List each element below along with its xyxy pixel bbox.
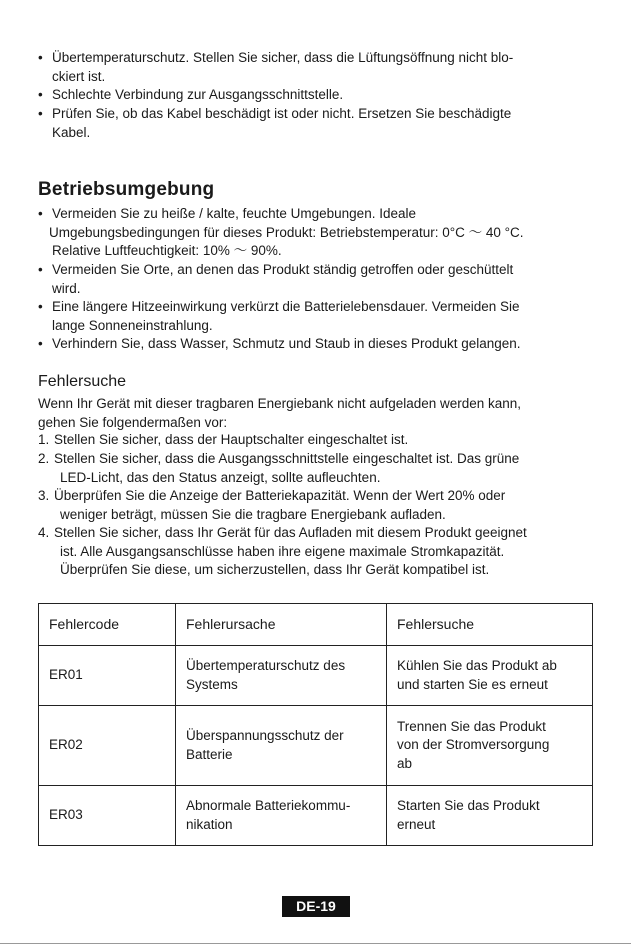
bullet-line: Kabel. — [52, 124, 91, 140]
bullet-line: Prüfen Sie, ob das Kabel beschädigt ist oder nicht. Ersetzen Sie beschädigte — [52, 106, 512, 121]
step-line: Stellen Sie sicher, dass die Ausgangsschnittstelle eingeschaltet ist. Das grüne — [54, 451, 520, 466]
step-line: Überprüfen Sie die Anzeige der Batteriekapazität. Wenn der Wert 20% oder — [54, 488, 506, 503]
bullet-line: Vermeiden Sie zu heiße / kalte, feuchte Umgebungen. Ideale — [52, 206, 416, 221]
step-line: ist. Alle Ausgangsanschlüsse haben ihre eigene maximale Stromkapazität. — [60, 543, 505, 559]
bullet-dot: • — [38, 262, 43, 277]
error-code-cell: ER01 — [39, 646, 176, 706]
bullet-line: Umgebungsbedingungen für dieses Produkt: Betriebstemperatur: 0°C ～ 40 °C. — [49, 224, 524, 240]
intro-bullet — [38, 105, 598, 142]
cell-line: Kühlen Sie das Produkt ab — [397, 658, 557, 673]
cell-line: ab — [397, 755, 413, 771]
bullet-line: Vermeiden Sie Orte, an denen das Produkt ständig getroffen oder geschüttelt — [52, 262, 514, 277]
cell-line: erneut — [397, 816, 436, 832]
betrieb-bullet — [38, 205, 618, 261]
bullet-line: Schlechte Verbindung zur Ausgangsschnittstelle. — [52, 87, 344, 102]
error-code-table — [38, 603, 593, 846]
cell-line: nikation — [186, 816, 233, 832]
intro-line: gehen Sie folgendermaßen vor: — [38, 414, 228, 430]
cell-line: Abnormale Batteriekommu- — [186, 798, 351, 813]
step-number: 1. — [38, 432, 50, 447]
bullet-dot: • — [38, 87, 43, 102]
error-cause-cell — [176, 646, 387, 706]
bullet-line: Übertemperaturschutz. Stellen Sie sicher, dass die Lüftungsöffnung nicht blo- — [52, 50, 514, 65]
error-fix-cell — [387, 786, 593, 846]
fehler-intro — [38, 395, 598, 432]
column-header-code: Fehlercode — [39, 604, 176, 646]
bullet-dot: • — [38, 50, 43, 65]
cell-line: Überspannungsschutz der — [186, 728, 344, 743]
fehler-step — [38, 487, 598, 524]
step-line: weniger beträgt, müssen Sie die tragbare Energiebank aufladen. — [60, 506, 446, 522]
error-cause-cell — [176, 706, 387, 786]
step-line: Überprüfen Sie diese, um sicherzustellen, dass Ihr Gerät kompatibel ist. — [60, 562, 490, 577]
step-line: Stellen Sie sicher, dass der Hauptschalter eingeschaltet ist. — [54, 432, 409, 447]
bullet-dot: • — [38, 336, 43, 351]
error-cause-cell — [176, 786, 387, 846]
error-fix-cell — [387, 706, 593, 786]
error-fix-cell — [387, 646, 593, 706]
step-number: 2. — [38, 451, 50, 466]
bullet-dot: • — [38, 206, 43, 221]
betrieb-bullet — [38, 261, 598, 298]
bullet-line: Verhindern Sie, dass Wasser, Schmutz und Staub in dieses Produkt gelangen. — [52, 336, 521, 351]
cell-line: Starten Sie das Produkt — [397, 798, 540, 813]
cell-line: Trennen Sie das Produkt — [397, 718, 546, 734]
cell-line: Systems — [186, 676, 238, 692]
cell-line: von der Stromversorgung — [397, 737, 550, 753]
bullet-line: Relative Luftfeuchtigkeit: 10% ～ 90%. — [52, 243, 282, 258]
cell-line: Batterie — [186, 746, 233, 762]
step-line: LED-Licht, das den Status anzeigt, sollte aufleuchten. — [60, 469, 381, 485]
step-line: Stellen Sie sicher, dass Ihr Gerät für das Aufladen mit diesem Produkt geeignet — [54, 525, 527, 540]
error-code-cell: ER03 — [39, 786, 176, 846]
table-row — [39, 786, 593, 846]
betrieb-bullet — [38, 335, 598, 354]
section-heading-betriebsumgebung: Betriebsumgebung — [38, 179, 215, 200]
bullet-dot: • — [38, 299, 43, 314]
fehler-step — [38, 524, 598, 580]
intro-bullet — [38, 49, 598, 86]
betrieb-bullet — [38, 298, 598, 335]
bullet-line: wird. — [52, 280, 81, 296]
bullet-line: lange Sonneneinstrahlung. — [52, 317, 213, 333]
bullet-dot: • — [38, 106, 43, 121]
table-row — [39, 706, 593, 786]
intro-line: Wenn Ihr Gerät mit dieser tragbaren Energiebank nicht aufgeladen werden kann, — [38, 396, 522, 411]
section-heading-fehlersuche: Fehlersuche — [38, 373, 127, 390]
column-header-fix: Fehlersuche — [387, 604, 593, 646]
step-number: 3. — [38, 488, 50, 503]
bullet-line: Eine längere Hitzeeinwirkung verkürzt die Batterielebensdauer. Vermeiden Sie — [52, 299, 520, 314]
bullet-line: ckiert ist. — [52, 68, 106, 84]
error-code-cell: ER02 — [39, 706, 176, 786]
fehler-step — [38, 450, 598, 487]
page-bottom-divider — [0, 943, 631, 944]
step-number: 4. — [38, 525, 50, 540]
fehler-step — [38, 431, 598, 450]
intro-bullet — [38, 86, 598, 105]
cell-line: und starten Sie es erneut — [397, 676, 548, 692]
cell-line: Übertemperaturschutz des — [186, 658, 346, 673]
table-header-row — [39, 604, 593, 646]
page-number-badge: DE-19 — [282, 896, 350, 917]
table-row — [39, 646, 593, 706]
column-header-cause: Fehlerursache — [176, 604, 387, 646]
